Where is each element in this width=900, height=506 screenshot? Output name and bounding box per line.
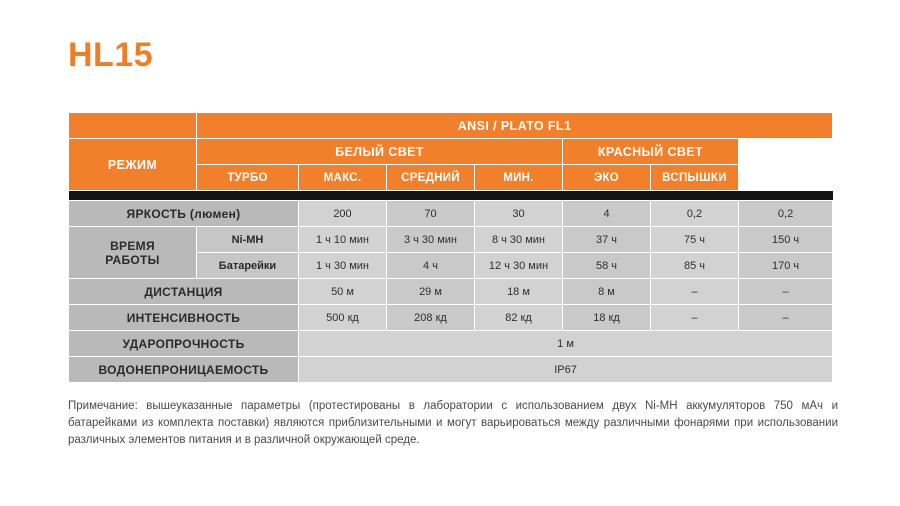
standard-header: ANSI / PLATO FL1 [197,113,833,139]
group-red-label: КРАСНЫЙ СВЕТ [563,139,739,165]
runtime-nimh-max: 3 ч 30 мин [387,227,475,253]
brightness-max: 70 [387,201,475,227]
table-row-runtime-nimh [69,227,833,253]
intensity-max: 208 кд [387,305,475,331]
table-divider [69,191,833,201]
row-label-waterproof: ВОДОНЕПРОНИЦАЕМОСТЬ [69,357,299,383]
footnote: Примечание: вышеуказанные параметры (протестированы в лаборатории с использованием двух Ni-MH аккумуляторов 750 мАч и батарейками из комплекта поставки) являются приблизительными и могут варьироваться между различными фонарями при использовании различных элементов питания и в различной окружающей среде. [68,400,838,446]
intensity-turbo: 500 кд [299,305,387,331]
runtime-batteries-eco: 85 ч [651,253,739,279]
intensity-eco: – [651,305,739,331]
runtime-batteries-min: 58 ч [563,253,651,279]
intensity-medium: 82 кд [475,305,563,331]
row-label-brightness: ЯРКОСТЬ (люмен) [69,201,299,227]
intensity-min: 18 кд [563,305,651,331]
runtime-batteries-max: 4 ч [387,253,475,279]
brightness-eco: 0,2 [651,201,739,227]
runtime-nimh-medium: 8 ч 30 мин [475,227,563,253]
table-row-impact [69,331,833,357]
row-label-runtime [69,227,197,279]
brightness-medium: 30 [475,201,563,227]
column-eco: ЭКО [563,165,651,191]
runtime-nimh-flash: 150 ч [739,227,833,253]
distance-min: 8 м [563,279,651,305]
brightness-turbo: 200 [299,201,387,227]
table-row-brightness [69,201,833,227]
runtime-label-line2: РАБОТЫ [105,252,160,267]
intensity-flash: – [739,305,833,331]
runtime-sublabel-batteries: Батарейки [197,253,299,279]
brightness-flash: 0,2 [739,201,833,227]
runtime-nimh-turbo: 1 ч 10 мин [299,227,387,253]
runtime-nimh-eco: 75 ч [651,227,739,253]
brightness-min: 4 [563,201,651,227]
runtime-batteries-turbo: 1 ч 30 мин [299,253,387,279]
distance-flash: – [739,279,833,305]
distance-turbo: 50 м [299,279,387,305]
waterproof-value: IP67 [299,357,833,383]
specifications-table [68,112,833,383]
distance-medium: 18 м [475,279,563,305]
runtime-batteries-medium: 12 ч 30 мин [475,253,563,279]
runtime-batteries-flash: 170 ч [739,253,833,279]
row-label-intensity: ИНТЕНСИВНОСТЬ [69,305,299,331]
distance-max: 29 м [387,279,475,305]
distance-eco: – [651,279,739,305]
table-row-standard [69,113,833,139]
group-white-label: БЕЛЫЙ СВЕТ [197,139,563,165]
runtime-label-line1: ВРЕМЯ [110,238,155,253]
row-label-distance: ДИСТАНЦИЯ [69,279,299,305]
impact-value: 1 м [299,331,833,357]
table-row-intensity [69,305,833,331]
runtime-nimh-min: 37 ч [563,227,651,253]
row-label-impact: УДАРОПРОЧНОСТЬ [69,331,299,357]
column-min: МИН. [475,165,563,191]
column-flash: ВСПЫШКИ [651,165,739,191]
runtime-sublabel-nimh: Ni-MH [197,227,299,253]
column-medium: СРЕДНИЙ [387,165,475,191]
column-max: МАКС. [299,165,387,191]
mode-label: РЕЖИМ [69,139,197,191]
table-row-distance [69,279,833,305]
column-turbo: ТУРБО [197,165,299,191]
table-row-waterproof [69,357,833,383]
page-title: HL15 [68,36,154,74]
table-row-groups [69,139,833,165]
